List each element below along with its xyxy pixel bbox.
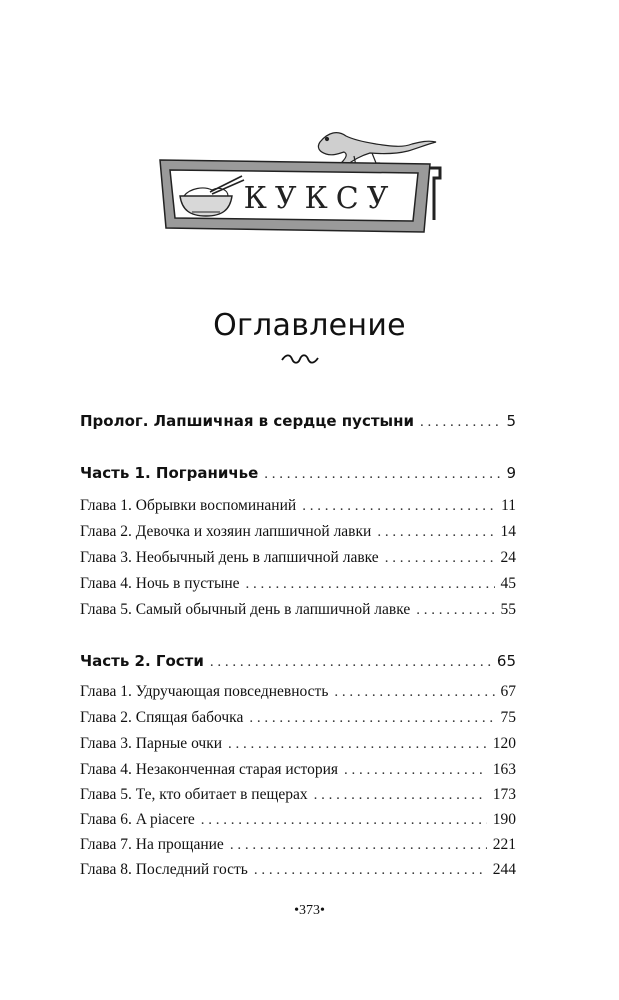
toc-entry-part-1[interactable]	[80, 464, 516, 486]
leader-dots	[264, 466, 500, 483]
leader-dots	[420, 414, 500, 431]
toc-entry-page: 190	[492, 811, 516, 828]
leader-dots	[334, 684, 494, 701]
toc-entry-page: 163	[492, 761, 516, 778]
toc-entry-page: 11	[501, 497, 516, 514]
toc-entry-page: 55	[500, 601, 516, 618]
toc-entry-chapter[interactable]	[80, 497, 516, 519]
lizard-illustration	[318, 133, 436, 166]
toc-entry-chapter[interactable]	[80, 709, 516, 731]
kuksu-sign-illustration	[150, 120, 450, 250]
leader-dots	[377, 524, 494, 541]
toc-entry-chapter[interactable]	[80, 786, 516, 808]
decorative-swirl-icon	[280, 352, 320, 366]
toc-entry-page: 9	[506, 464, 516, 482]
toc-entry-page: 67	[500, 683, 516, 700]
toc-entry-page: 5	[506, 412, 516, 430]
sign-text: КУКСУ	[243, 181, 397, 216]
toc-entry-title: Глава 1. Удручающая повседневность	[80, 683, 329, 700]
toc-entry-page: 244	[492, 861, 516, 878]
toc-entry-title: Пролог. Лапшичная в сердце пустыни	[80, 412, 414, 430]
leader-dots	[228, 736, 487, 753]
toc-entry-chapter[interactable]	[80, 683, 516, 705]
toc-entry-title: Глава 5. Те, кто обитает в пещерах	[80, 786, 308, 803]
toc-entry-chapter[interactable]	[80, 523, 516, 545]
toc-entry-title: Часть 2. Гости	[80, 652, 204, 670]
toc-entry-chapter[interactable]	[80, 601, 516, 623]
leader-dots	[254, 862, 487, 879]
toc-entry-part-2[interactable]	[80, 652, 516, 674]
toc-entry-title: Глава 7. На прощание	[80, 836, 224, 853]
toc-entry-page: 45	[500, 575, 516, 592]
toc-entry-page: 75	[500, 709, 516, 726]
toc-entry-title: Глава 4. Ночь в пустыне	[80, 575, 240, 592]
leader-dots	[302, 498, 495, 515]
toc-entry-title: Глава 3. Парные очки	[80, 735, 223, 752]
toc-entry-chapter[interactable]	[80, 735, 516, 757]
leader-dots	[246, 576, 495, 593]
toc-entry-page: 173	[492, 786, 516, 803]
leader-dots	[230, 837, 487, 854]
leader-dots	[385, 550, 495, 567]
toc-entry-chapter[interactable]	[80, 861, 516, 883]
toc-entry-title: Глава 2. Спящая бабочка	[80, 709, 244, 726]
toc-entry-title: Часть 1. Пограничье	[80, 464, 259, 482]
toc-entry-title: Глава 3. Необычный день в лапшичной лавке	[80, 549, 379, 566]
toc-entry-title: Глава 8. Последний гость	[80, 861, 248, 878]
toc-entry-page: 120	[492, 735, 516, 752]
page-number: •373•	[294, 903, 325, 918]
toc-entry-page: 221	[492, 836, 516, 853]
toc-entry-page: 65	[496, 652, 516, 670]
toc-heading: Оглавление	[213, 308, 406, 343]
toc-entry-prologue[interactable]	[80, 412, 516, 434]
leader-dots	[210, 654, 491, 671]
toc-entry-chapter[interactable]	[80, 549, 516, 571]
toc-entry-title: Глава 6. A piacere	[80, 811, 195, 828]
leader-dots	[249, 710, 494, 727]
toc-entry-title: Глава 2. Девочка и хозяин лапшичной лавки	[80, 523, 372, 540]
toc-entry-page: 14	[500, 523, 516, 540]
leader-dots	[314, 787, 487, 804]
toc-entry-chapter[interactable]	[80, 811, 516, 833]
toc-entry-chapter[interactable]	[80, 575, 516, 597]
toc-entry-title: Глава 1. Обрывки воспоминаний	[80, 497, 297, 514]
leader-dots	[416, 602, 494, 619]
leader-dots	[344, 762, 487, 779]
toc-entry-title: Глава 5. Самый обычный день в лапшичной лавке	[80, 601, 411, 618]
toc-entry-page: 24	[500, 549, 516, 566]
toc-entry-chapter[interactable]	[80, 836, 516, 858]
leader-dots	[201, 812, 487, 829]
toc-entry-chapter[interactable]	[80, 761, 516, 783]
toc-entry-title: Глава 4. Незаконченная старая история	[80, 761, 339, 778]
